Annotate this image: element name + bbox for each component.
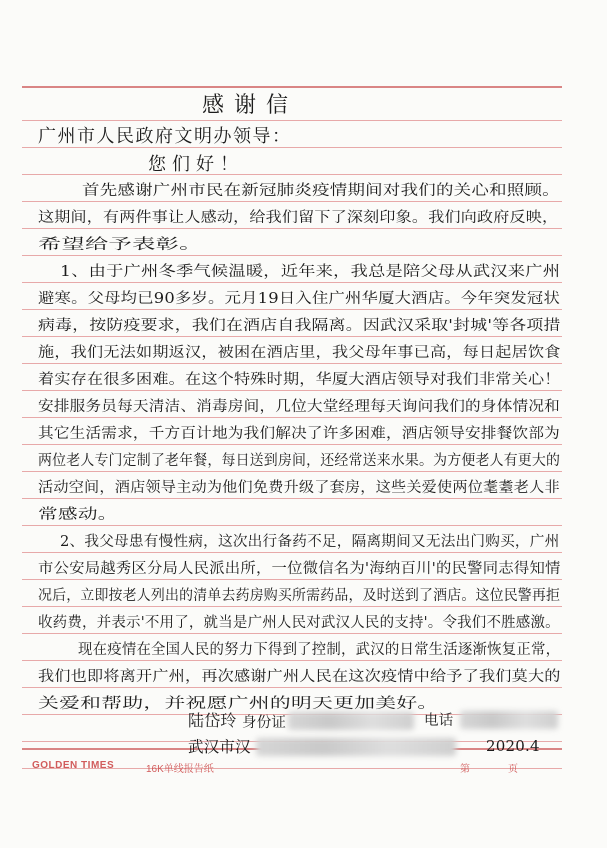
letter-title: 感谢信 bbox=[202, 93, 299, 118]
body-line: 1、由于广州冬季气候温暖，近年来，我总是陪父母从武汉来广州 bbox=[60, 264, 561, 280]
signature-name: 陆岱玲 bbox=[188, 711, 237, 730]
rule-line bbox=[22, 174, 562, 175]
redacted-id-number bbox=[288, 712, 414, 730]
greeting-line: 您们好！ bbox=[148, 154, 244, 175]
phone-label: 电话 bbox=[424, 713, 454, 729]
address-prefix: 武汉市汉 bbox=[188, 738, 251, 756]
footer-paper-type: 16K单线报告纸 bbox=[146, 764, 214, 775]
body-line: 病毒，按防疫要求，我们在酒店自我隔离。因武汉采取'封城'等各项措 bbox=[38, 318, 561, 334]
body-line: 着实存在很多困难。在这个特殊时期，华厦大酒店领导对我们非常关心！ bbox=[38, 372, 561, 388]
body-line: 希望给予表彰。 bbox=[38, 237, 203, 253]
body-line: 2、我父母患有慢性病，这次出行备药不足，隔离期间又无法出门购买，广州 bbox=[60, 534, 560, 550]
id-label: 身份证 bbox=[242, 715, 287, 731]
body-line: 活动空间，酒店领导主动为他们免费升级了套房，这些关爱使两位耄耋老人非 bbox=[38, 480, 560, 496]
body-line: 这期间，有两件事让人感动，给我们留下了深刻印象。我们向政府反映， bbox=[38, 210, 559, 226]
rule-line bbox=[22, 120, 562, 121]
body-line: 安排服务员每天清洁、消毒房间，几位大堂经理每天询问我们的身体情况和 bbox=[38, 399, 560, 415]
footer-brand: GOLDEN TIMES bbox=[32, 760, 115, 771]
body-line: 现在疫情在全国人民的努力下得到了控制，武汉的日常生活逐渐恢复正常， bbox=[78, 642, 561, 658]
letter-date: 2020.4 bbox=[486, 737, 540, 755]
footer-page-ye: 页 bbox=[508, 764, 518, 775]
redacted-address bbox=[256, 738, 456, 756]
body-line: 避寒。父母均已90多岁。元月19日入住广州华厦大酒店。今年突发冠状 bbox=[38, 291, 560, 307]
body-line: 收药费，并表示'不用了，就当是广州人民对武汉人民的支持'。令我们不胜感激。 bbox=[38, 615, 560, 631]
body-line: 其它生活需求，千方百计地为我们解决了许多困难，酒店领导安排餐饮部为 bbox=[38, 426, 560, 442]
body-line: 我们也即将离开广州，再次感谢广州人民在这次疫情中给予了我们莫大的 bbox=[38, 669, 561, 685]
body-line: 施，我们无法如期返汉，被困在酒店里，我父母年事已高，每日起居饮食 bbox=[38, 345, 561, 361]
body-line: 首先感谢广州市民在新冠肺炎疫情期间对我们的关心和照顾。 bbox=[82, 183, 560, 199]
body-line: 关爱和帮助，并祝愿广州的明天更加美好。 bbox=[38, 696, 439, 712]
footer-page-di: 第 bbox=[460, 764, 470, 775]
body-line: 常感动。 bbox=[38, 507, 118, 523]
body-line: 两位老人专门定制了老年餐，每日送到房间，还经常送来水果。为方便老人有更大的 bbox=[38, 453, 561, 469]
top-margin-line bbox=[22, 86, 562, 88]
body-line: 市公安局越秀区分局人民派出所，一位微信名为'海纳百川'的民警同志得知情 bbox=[38, 561, 561, 577]
redacted-phone-number bbox=[460, 711, 558, 729]
recipient-line: 广州市人民政府文明办领导： bbox=[38, 126, 292, 147]
body-line: 况后，立即按老人列出的清单去药房购买所需药品，及时送到了酒店。这位民警再拒 bbox=[38, 588, 561, 604]
